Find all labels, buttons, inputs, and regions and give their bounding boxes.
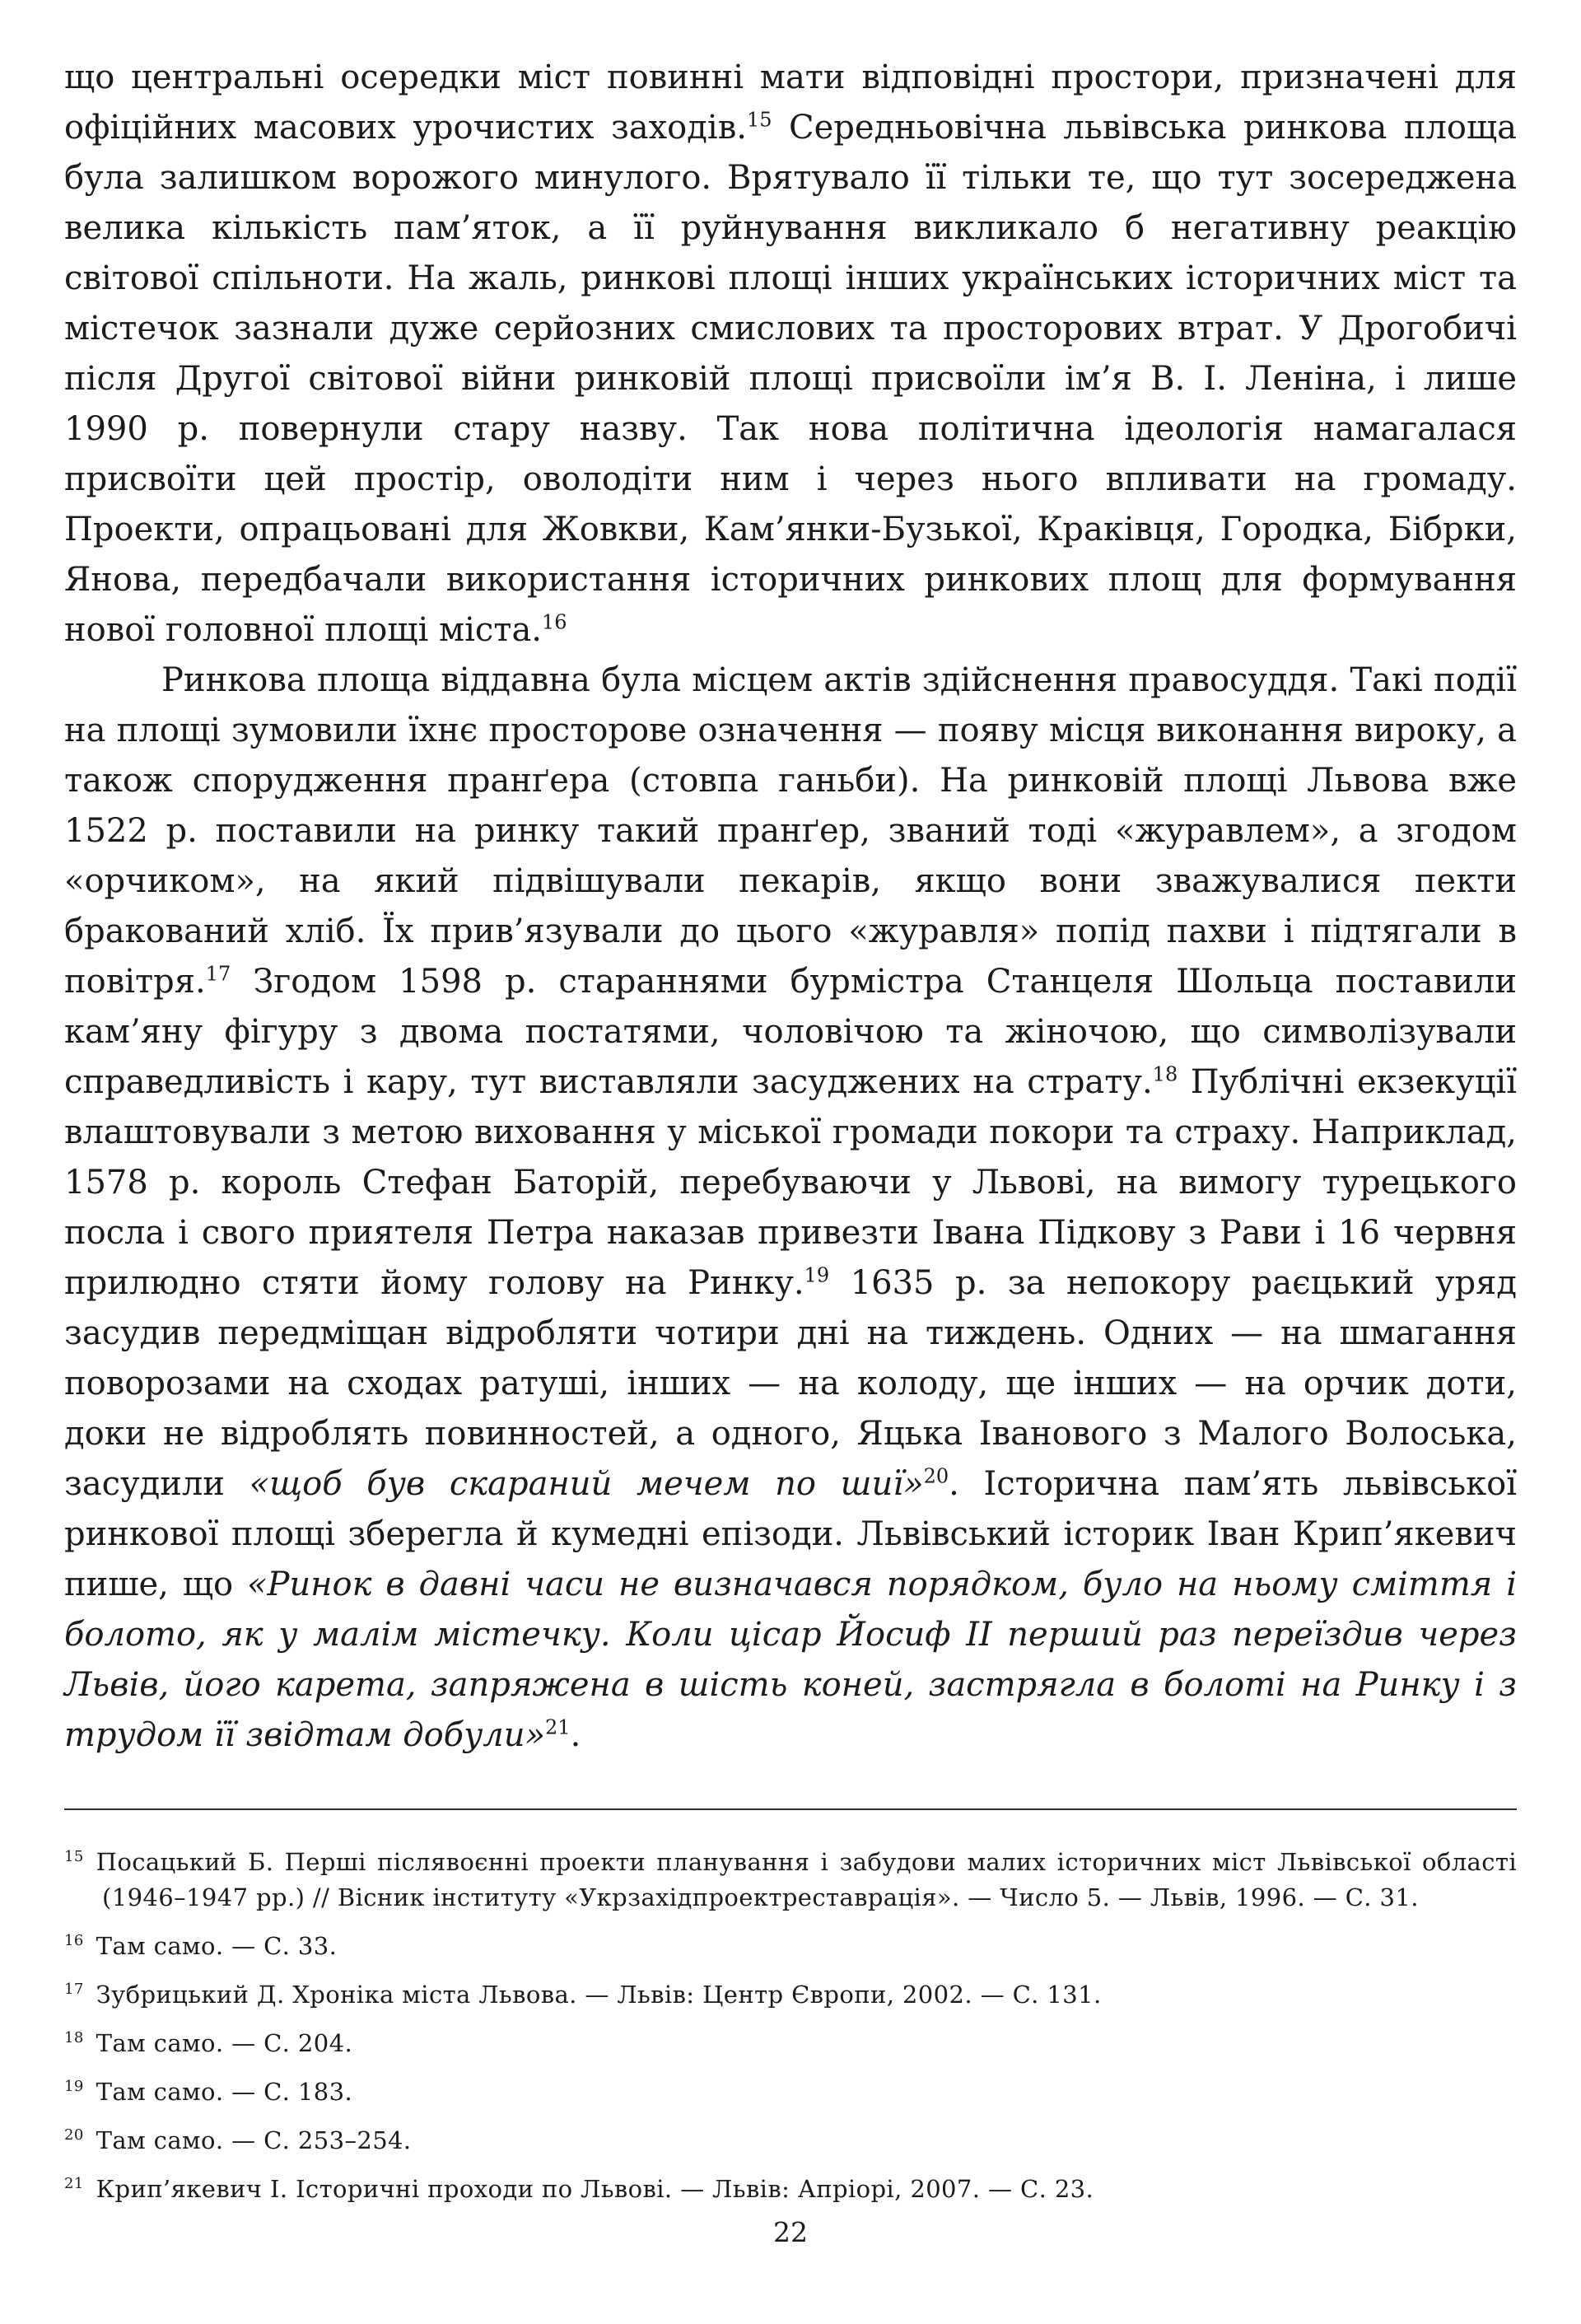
text-run: Згодом 1598 р. стараннями бурмістра Станцеля Шольца поставили кам’яну фігуру з двома постатями, чоловічою та жіночою, що символізували справедливість і кару, тут виставляли засуджених на страту. [64,963,1517,1101]
footnote [64,2172,1517,2207]
text-run: . Історична пам’ять львівської ринкової площі зберегла й кумедні епізоди. Львівський історик Іван Крип’якевич пише, що [64,1465,1518,1603]
footnote-marker: 19 [64,2078,84,2096]
footnote-divider [64,1808,1517,1810]
footnote-text: Зубрицький Д. Хроніка міста Львова. — Львів: Центр Європи, 2002. — С. 131. [96,1981,1102,2009]
footnote-ref: 20 [923,1464,949,1488]
footnote-marker: 21 [64,2175,84,2193]
footnote-text: Там само. — С. 253–254. [96,2126,412,2154]
footnote-text: Посацький Б. Перші післявоєнні проекти планування і забудови малих історичних міст Львівської області (1946–1947 рр.) // Вісник інституту «Укрзахідпроектреставрація». — Число 5. — Львів, 1996. — С. 31. [96,1848,1517,1911]
footnote-marker: 16 [64,1932,84,1950]
footnote [64,1977,1517,2013]
footnote-list [64,1845,1517,2207]
text-run: Ринкова площа віддавна була місцем актів здійснення правосуддя. Такі події на площі зумовили їхнє просторове означення — появу місця виконання вироку, а також спорудження пранґера (стовпа ганьби). На ринковій площі Львова вже 1522 р. поставили на ринку такий пранґер, званий тоді «журавлем», а згодом «орчиком», на який підвішували пекарів, якщо вони зважувалися пекти бракований хліб. Їх прив’язували до цього «журавля» попід пахви і підтягали в повітря. [64,661,1517,1001]
footnote [64,2123,1517,2158]
footnote-ref: 15 [746,108,772,132]
text-run: 1635 р. за непокору раєцький уряд засудив передміщан відробляти чотири дні на тиждень. Одних — на шмагання поворозами на сходах ратуші, інших — на колоду, ще інших — на орчик доти, доки не відроблять повинностей, а одного, Яцька Іванового з Малого Волоська, засудили [64,1264,1517,1503]
text-run: Публічні екзекуції влаштовували з метою виховання у міської громади покори та страху. Наприклад, 1578 р. король Стефан Баторій, перебуваючи у Львові, на вимогу турецького посла і свого приятеля Петра наказав привезти Івана Підкову з Рави і 16 червня прилюдно стяти йому голову на Ринку. [64,1063,1517,1302]
footnote-ref: 17 [205,962,231,986]
body-text [64,53,1517,1761]
footnote-ref: 16 [542,610,567,634]
footnote-marker: 15 [64,1848,84,1866]
quoted-italic-text: «щоб був скараний мечем по шиї» [249,1465,924,1503]
text-run: що центральні осередки міст повинні мати відповідні простори, призначені для офіційних масових урочистих заходів. [64,58,1517,147]
paragraph [64,656,1517,1761]
text-run: . [570,1716,581,1754]
footnote-ref: 19 [804,1263,830,1287]
footnote [64,2026,1517,2061]
footnote-marker: 18 [64,2029,84,2047]
footnote-marker: 20 [64,2126,84,2144]
text-block [64,53,1517,2207]
footnote [64,2074,1517,2110]
quoted-italic-text: «Ринок в давні часи не визначався порядком, було на ньому сміття і болото, як у малім містечку. Коли цісар Йосиф II перший раз переїздив через Львів, його карета, запряжена в шість коней, застрягла в болоті на Ринку і з трудом її звідтам добули» [64,1566,1517,1754]
footnote-ref: 18 [1152,1062,1178,1086]
footnote [64,1929,1517,1964]
footnote-text: Там само. — С. 183. [96,2078,353,2106]
footnote-marker: 17 [64,1981,84,1999]
footnote-text: Там само. — С. 33. [96,1932,338,1960]
text-run: Середньовічна львівська ринкова площа була залишком ворожого минулого. Врятувало її тільки те, що тут зосереджена велика кількість пам’яток, а її руйнування викликало б негативну реакцію світової спільноти. На жаль, ринкові площі інших українських історичних міст та містечок зазнали дуже серйозних смислових та просторових втрат. У Дрогобичі після Другої світової війни ринковій площі присвоїли ім’я В. І. Леніна, і лише 1990 р. повернули стару назву. Так нова політична ідеологія намагалася присвоїти цей простір, оволодіти ним і через нього впливати на громаду. Проекти, опрацьовані для Жовкви, Кам’янки-Бузької, Краківця, Городка, Бібрки, Янова, передбачали використання історичних ринкових площ для формування нової головної площі міста. [64,109,1518,649]
footnote-text: Крип’якевич І. Історичні проходи по Львові. — Львів: Апріорі, 2007. — С. 23. [96,2175,1094,2203]
page-number: 22 [773,2216,808,2248]
footnote-ref: 21 [545,1715,571,1739]
footnote [64,1845,1517,1916]
paragraph [64,53,1517,656]
footnote-text: Там само. — С. 204. [96,2029,353,2057]
